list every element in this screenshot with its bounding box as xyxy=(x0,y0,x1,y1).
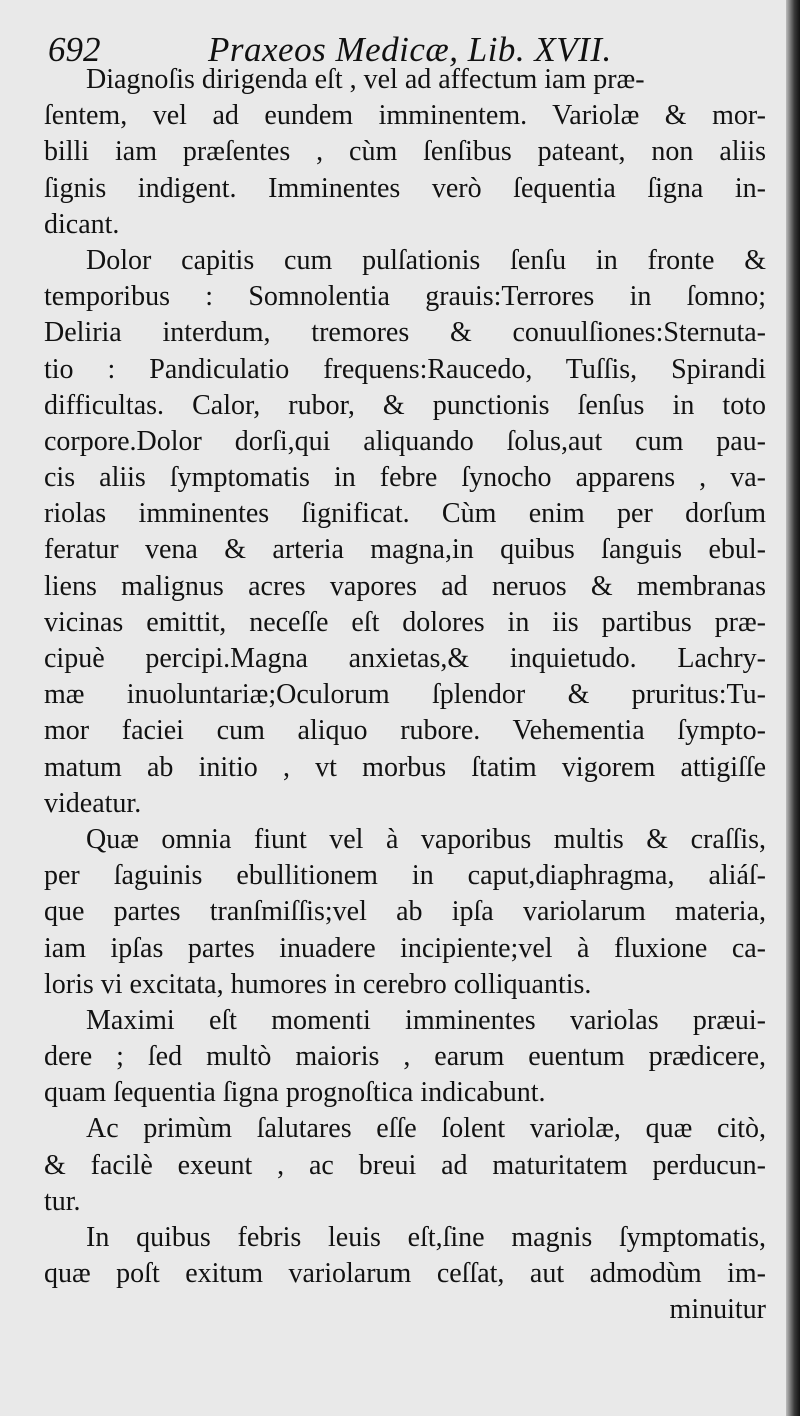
text-line: quam ſequentia ſigna prognoſtica indicabunt. xyxy=(44,1077,546,1109)
text-line: difficultas. Calor, rubor, & punctionis ſenſus in toto xyxy=(44,389,766,421)
text-line: billi iam præſentes , cùm ſenſibus pateant, non aliis xyxy=(44,136,766,168)
text-line: mor faciei cum aliquo rubore. Vehementia ſympto- xyxy=(44,715,766,747)
text-line: ſentem, vel ad eundem imminentem. Variolæ & mor- xyxy=(44,100,766,132)
book-gutter-shadow xyxy=(786,0,800,1416)
text-line: videatur. xyxy=(44,787,142,819)
text-line: dicant. xyxy=(44,208,120,240)
text-line: In quibus febris leuis eſt,ſine magnis ſymptomatis, xyxy=(86,1222,766,1253)
text-line: Quæ omnia fiunt vel à vaporibus multis & craſſis, xyxy=(86,823,766,855)
text-line: liens malignus acres vapores ad neruos & membranas xyxy=(44,570,766,602)
body-text xyxy=(44,62,766,1329)
text-line: ſignis indigent. Imminentes verò ſequentia ſigna in- xyxy=(44,172,766,204)
text-line: Maximi eſt momenti imminentes variolas præui- xyxy=(86,1004,766,1036)
text-line: Deliria interdum, tremores & conuulſiones:Sternuta- xyxy=(44,317,766,349)
text-line: loris vi excitata, humores in cerebro colliquantis. xyxy=(44,968,592,1000)
text-line: quæ poſt exitum variolarum ceſſat, aut admodùm im- xyxy=(44,1258,766,1290)
text-line: feratur vena & arteria magna,in quibus ſanguis ebul- xyxy=(44,534,766,566)
text-line: cis aliis ſymptomatis in febre ſynocho apparens , va- xyxy=(44,462,766,494)
running-title: Praxeos Medicæ, Lib. XVII. xyxy=(208,30,612,69)
text-line: vicinas emittit, neceſſe eſt dolores in iis partibus præ- xyxy=(44,606,766,638)
text-line: tio : Pandiculatio frequens:Raucedo, Tuſſis, Spirandi xyxy=(44,353,766,385)
text-line: Diagnoſis dirigenda eſt , vel ad affectum iam præ- xyxy=(86,64,645,95)
text-line: tur. xyxy=(44,1185,81,1217)
text-line: iam ipſas partes inuadere incipiente;vel à fluxione ca- xyxy=(44,932,766,964)
text-line: corpore.Dolor dorſi,qui aliquando ſolus,aut cum pau- xyxy=(44,425,766,457)
text-line: matum ab initio , vt morbus ſtatim vigorem attigiſſe xyxy=(44,751,766,783)
text-line: Ac primùm ſalutares eſſe ſolent variolæ, quæ citò, xyxy=(86,1113,766,1145)
text-line: Dolor capitis cum pulſationis ſenſu in fronte & xyxy=(86,244,766,276)
text-line: per ſaguinis ebullitionem in caput,diaphragma, aliáſ- xyxy=(44,860,766,892)
text-line: cipuè percipi.Magna anxietas,& inquietudo. Lachry- xyxy=(44,643,766,674)
text-line: dere ; ſed multò maioris , earum euentum prædicere, xyxy=(44,1041,766,1073)
text-line: temporibus : Somnolentia grauis:Terrores in ſomno; xyxy=(44,281,766,313)
text-line: mæ inuoluntariæ;Oculorum ſplendor & pruritus:Tu- xyxy=(44,679,766,711)
catchword: minuitur xyxy=(669,1294,766,1326)
page-number: 692 xyxy=(48,30,101,69)
text-line: & facilè exeunt , ac breui ad maturitatem perducun- xyxy=(44,1149,766,1181)
text-line: riolas imminentes ſignificat. Cùm enim per dorſum xyxy=(44,498,766,530)
text-line: que partes tranſmiſſis;vel ab ipſa variolarum materia, xyxy=(44,896,766,928)
